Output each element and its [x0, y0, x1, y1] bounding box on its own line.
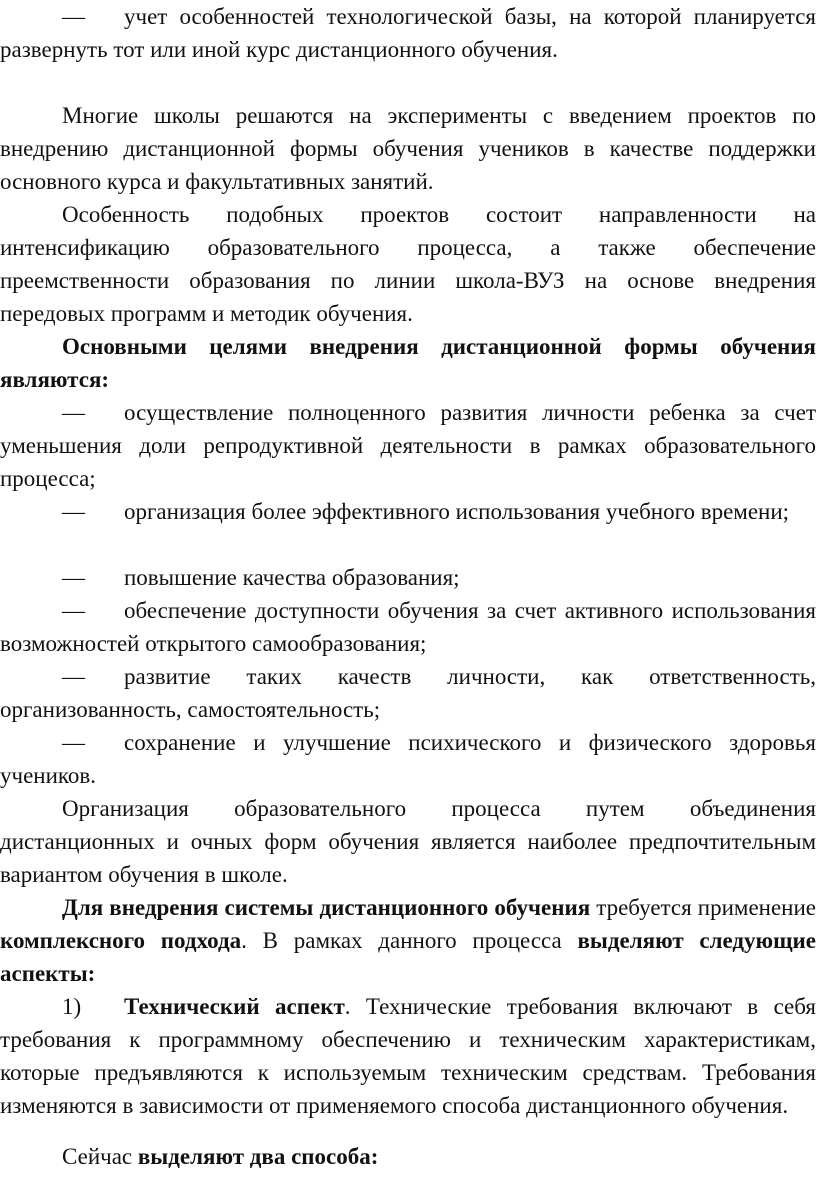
list-item-text: сохранение и улучшение психического и физического здоровья учеников. [0, 730, 816, 788]
list-item [0, 495, 816, 528]
bold-text: комплексного подхода [0, 928, 242, 953]
paragraph [0, 891, 816, 990]
paragraph-text: Многие школы решаются на эксперименты с введением проектов по внедрению дистанционной формы обучения учеников в качестве поддержки основного курса и факультативных занятий. [0, 103, 816, 194]
list-item-text: организация более эффективного использования учебного времени; [124, 499, 790, 524]
paragraph-text: Особенность подобных проектов состоит направленности на интенсификацию образовательного процесса, а также обеспечение преемственности образования по линии школа-ВУЗ на основе внедрения передовых программ и методик обучения. [0, 202, 816, 326]
heading-text: Основными целями внедрения дистанционной формы обучения являются: [0, 334, 816, 392]
item-title: Технический аспект [124, 994, 345, 1019]
dash-bullet: — [62, 664, 85, 689]
dash-bullet: — [62, 730, 85, 755]
list-item-text: обеспечение доступности обучения за счет активного использования возможностей открытого самообразования; [0, 598, 816, 656]
paragraph [0, 792, 816, 891]
list-item [0, 660, 816, 726]
dash-bullet: — [62, 499, 85, 524]
paragraph-text: учет особенностей технологической базы, на которой планируется развернуть тот или иной курс дистанционного обучения. [0, 4, 816, 62]
paragraph [0, 99, 816, 198]
bold-text: выделяют два способа: [137, 1144, 379, 1169]
dash-bullet: — [62, 400, 85, 425]
dash-bullet: — [62, 598, 85, 623]
item-text: . Технические требования включают в себя требования к программному обеспечению и техническим характеристикам, которые предъявляются к используемым техническим средствам. Требования изменяются в зависимости от применяемого способа дистанционного обучения. [0, 994, 816, 1118]
dash-bullet: — [62, 4, 85, 29]
list-item [0, 396, 816, 495]
paragraph-text: Сейчас [62, 1144, 138, 1169]
bold-text: Для внедрения системы дистанционного обучения [62, 895, 591, 920]
bold-text: выделяют следующие аспекты: [0, 928, 816, 986]
list-item-text: осуществление полноценного развития личности ребенка за счет уменьшения доли репродуктивной деятельности в рамках образовательного процесса; [0, 400, 816, 491]
paragraph-text: Организация образовательного процесса путем объединения дистанционных и очных форм обучения является наиболее предпочтительным вариантом обучения в школе. [0, 796, 816, 887]
paragraph-text: требуется применение [590, 895, 816, 920]
paragraph [0, 1140, 816, 1173]
numbered-item [0, 990, 816, 1122]
list-item-text: повышение качества образования; [124, 565, 460, 590]
list-item [0, 726, 816, 792]
item-number: 1) [62, 994, 82, 1019]
bullet-paragraph [0, 0, 816, 66]
list-item [0, 561, 816, 594]
dash-bullet: — [62, 565, 85, 590]
section-heading [0, 330, 816, 396]
paragraph [0, 198, 816, 330]
list-item [0, 594, 816, 660]
paragraph-text: . В рамках данного процесса [241, 928, 578, 953]
list-item-text: развитие таких качеств личности, как ответственность, организованность, самостоятельность; [0, 664, 816, 722]
